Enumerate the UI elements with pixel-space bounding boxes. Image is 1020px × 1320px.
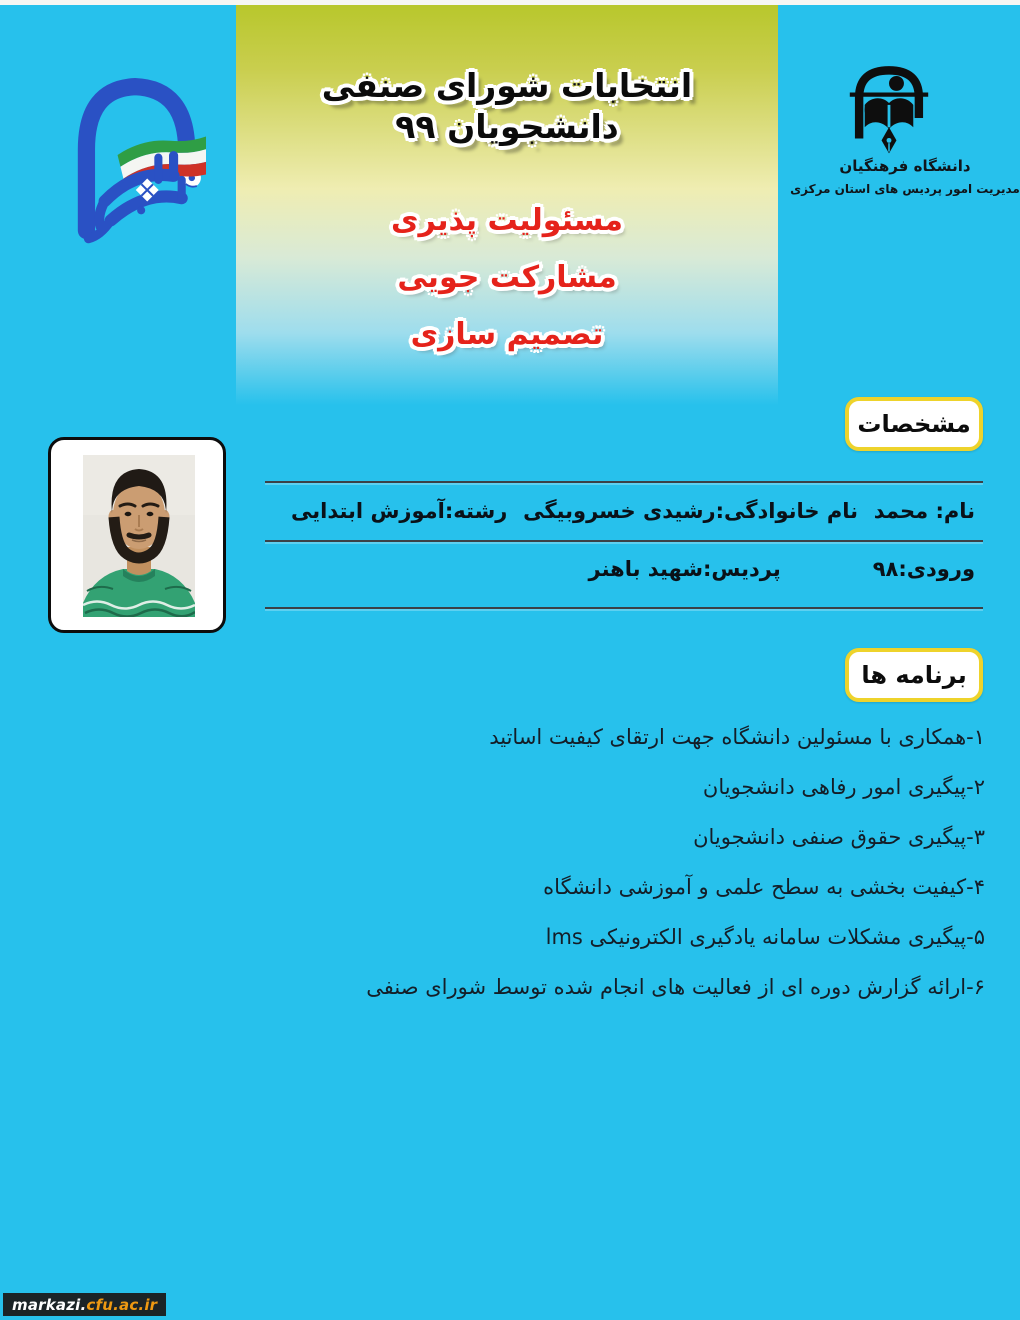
- university-logo: [790, 58, 1020, 218]
- website-url: [3, 1293, 166, 1316]
- website-url-domain: cfu.ac.ir: [86, 1295, 158, 1314]
- program-item-1: ۱-همکاری با مسئولین دانشگاه جهت ارتقای کیفیت اساتید: [489, 725, 985, 749]
- divider-line: [265, 607, 983, 609]
- candidate-portrait-icon: [83, 455, 195, 617]
- profile-info-table: [265, 481, 983, 609]
- program-item-5: ۵-پیگیری مشکلات سامانه یادگیری الکترونیکی lms: [545, 925, 985, 949]
- slogan-list: [236, 192, 778, 363]
- university-subtitle: مدیریت امور پردیس های استان مرکزی: [790, 182, 1020, 196]
- slogan-decision-making: تصمیم سازی: [410, 316, 604, 352]
- header-banner: [236, 5, 778, 405]
- slogan-responsibility: مسئولیت پذیری: [391, 202, 623, 238]
- divider-line: [265, 540, 983, 542]
- profile-row-1: [265, 489, 983, 533]
- field-campus: پردیس:شهید باهنر: [588, 557, 781, 581]
- field-name: نام: محمد: [873, 499, 975, 523]
- program-item-6: ۶-ارائه گزارش دوره ای از فعالیت های انجام شده توسط شورای صنفی: [366, 975, 985, 999]
- slogan-participation: مشارکت جویی: [397, 259, 617, 295]
- profile-row-2: [265, 547, 983, 591]
- program-item-3: ۳-پیگیری حقوق صنفی دانشجویان: [693, 825, 985, 849]
- university-logo-icon: [847, 60, 931, 161]
- profile-section-badge: مشخصات: [845, 397, 983, 451]
- programs-list: [290, 712, 985, 1012]
- university-name: دانشگاه فرهنگیان: [839, 157, 971, 175]
- website-url-prefix: markazi.: [12, 1295, 87, 1314]
- program-item-2: ۲-پیگیری امور رفاهی دانشجویان: [702, 775, 985, 799]
- field-entry-year: ورودی:۹۸: [872, 557, 975, 581]
- poster-title: انتخابات شورای صنفی دانشجویان ۹۹: [321, 66, 693, 147]
- council-logo-icon: [54, 56, 206, 244]
- field-major: رشته:آموزش ابتدایی: [291, 499, 508, 523]
- candidate-photo: [48, 437, 226, 633]
- programs-section-badge: برنامه ها: [845, 648, 983, 702]
- divider-line: [265, 481, 983, 483]
- field-family-name: نام خانوادگی:رشیدی خسروبیگی: [523, 499, 859, 523]
- program-item-4: ۴-کیفیت بخشی به سطح علمی و آموزشی دانشگاه: [543, 875, 985, 899]
